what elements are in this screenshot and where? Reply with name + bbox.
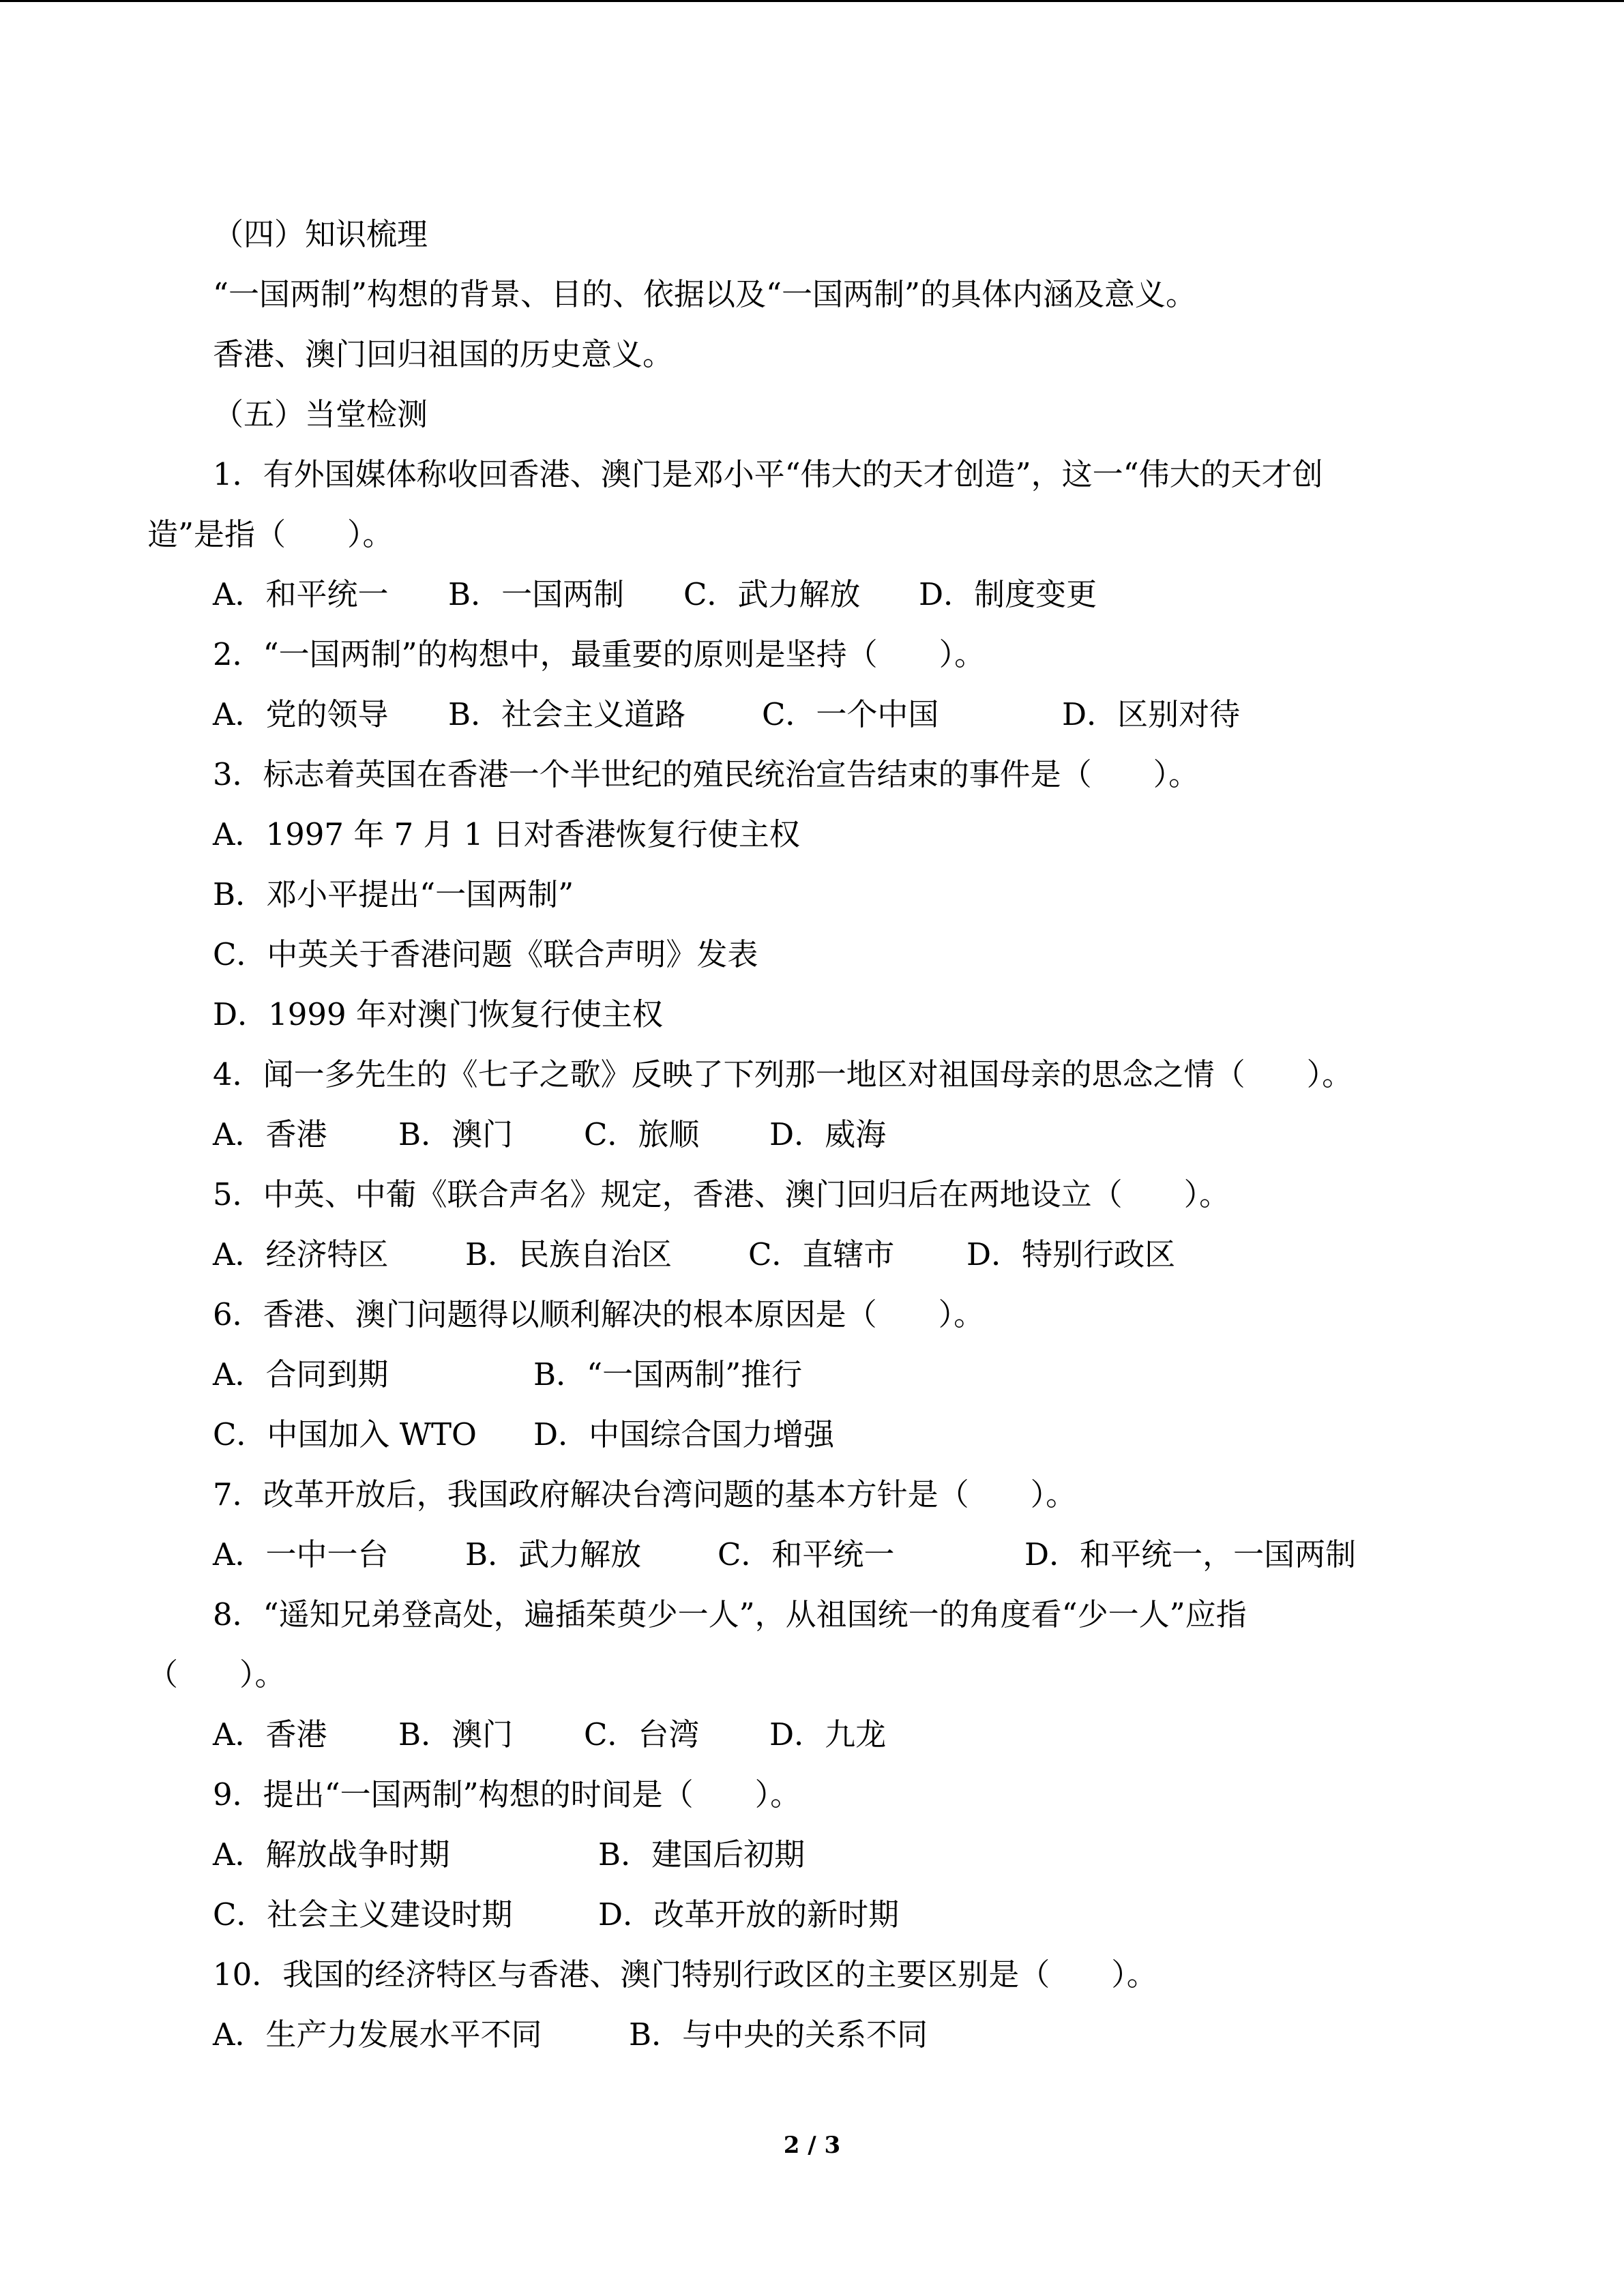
document-body [147, 205, 1477, 2065]
option-row [147, 925, 1477, 985]
answer-option: A．和平统一 [213, 576, 389, 612]
option-row [147, 1885, 1477, 1945]
answer-option: D．1999 年对澳门恢复行使主权 [213, 996, 663, 1032]
option-row [147, 1105, 1477, 1165]
answer-option: A．经济特区 [213, 1236, 389, 1272]
option-row [147, 685, 1477, 745]
section-title-check: （五）当堂检测 [213, 396, 428, 432]
question-stem: 2．“一国两制”的构想中，最重要的原则是坚持（ ）。 [213, 636, 986, 672]
question-stem: 5．中英、中葡《联合声名》规定，香港、澳门回归后在两地设立（ ）。 [213, 1176, 1230, 1212]
answer-option: A．党的领导 [213, 696, 389, 732]
option-row [147, 1225, 1477, 1285]
option-row [147, 565, 1477, 625]
knowledge-line: 香港、澳门回归祖国的历史意义。 [213, 336, 674, 372]
question-stem: 4．闻一多先生的《七子之歌》反映了下列那一地区对祖国母亲的思念之情（ ）。 [213, 1056, 1353, 1092]
answer-option: A．生产力发展水平不同 [213, 2016, 542, 2053]
answer-option: B．“一国两制”推行 [533, 1356, 803, 1392]
option-row [147, 1345, 1477, 1405]
answer-option: A．香港 [213, 1116, 327, 1152]
question-stem-continued: 造”是指（ ）。 [147, 516, 394, 552]
answer-option: B．一国两制 [448, 576, 625, 612]
answer-option: A．1997 年 7 月 1 日对香港恢复行使主权 [213, 816, 800, 852]
question-stem: 6．香港、澳门问题得以顺利解决的根本原因是（ ）。 [213, 1296, 985, 1332]
answer-option: C．和平统一 [718, 1536, 895, 1572]
option-row [147, 1525, 1477, 1585]
answer-option: D．特别行政区 [966, 1236, 1176, 1272]
option-row [147, 1705, 1477, 1765]
question-stem: 10．我国的经济特区与香港、澳门特别行政区的主要区别是（ ）。 [213, 1956, 1157, 1993]
answer-option: C．武力解放 [683, 576, 861, 612]
answer-option: D．威海 [769, 1116, 887, 1152]
answer-option: C．中国加入 WTO [213, 1416, 477, 1452]
answer-option: B．民族自治区 [465, 1236, 673, 1272]
answer-option: B．澳门 [398, 1716, 514, 1753]
knowledge-line: “一国两制”构想的背景、目的、依据以及“一国两制”的具体内涵及意义。 [213, 276, 1197, 312]
section-title-knowledge: （四）知识梳理 [213, 216, 428, 252]
answer-option: B．武力解放 [465, 1536, 642, 1572]
question-stem: 9．提出“一国两制”构想的时间是（ ）。 [213, 1776, 801, 1813]
option-row [147, 985, 1477, 1045]
answer-option: B．建国后初期 [598, 1836, 806, 1873]
answer-option: D．九龙 [769, 1716, 887, 1753]
option-row [147, 805, 1477, 865]
answer-option: B．澳门 [398, 1116, 514, 1152]
answer-option: A．香港 [213, 1716, 327, 1753]
answer-option: A．合同到期 [213, 1356, 389, 1392]
answer-option: B．社会主义道路 [448, 696, 686, 732]
answer-option: C．旅顺 [584, 1116, 700, 1152]
answer-option: C．中英关于香港问题《联合声明》发表 [213, 936, 758, 972]
answer-option: C．台湾 [584, 1716, 700, 1753]
answer-option: D．区别对待 [1062, 696, 1241, 732]
question-stem: 8．“遥知兄弟登高处，遍插茱萸少一人”，从祖国统一的角度看“少一人”应指 [213, 1596, 1247, 1632]
answer-option: D．中国综合国力增强 [533, 1416, 835, 1452]
answer-option: B．邓小平提出“一国两制” [213, 876, 574, 912]
question-stem: 3．标志着英国在香港一个半世纪的殖民统治宣告结束的事件是（ ）。 [213, 756, 1200, 792]
question-stem: 1．有外国媒体称收回香港、澳门是邓小平“伟大的天才创造”，这一“伟大的天才创 [213, 456, 1323, 492]
page-number: 2 / 3 [783, 2132, 841, 2159]
answer-option: D．改革开放的新时期 [598, 1896, 900, 1933]
option-row [147, 865, 1477, 925]
option-row [147, 1405, 1477, 1465]
answer-option: C．一个中国 [762, 696, 939, 732]
answer-option: D．和平统一，一国两制 [1024, 1536, 1357, 1572]
option-row [147, 2005, 1477, 2065]
answer-option: D．制度变更 [919, 576, 1097, 612]
option-row [147, 1825, 1477, 1885]
answer-option: A．解放战争时期 [213, 1836, 450, 1873]
top-border-line [0, 0, 1624, 2]
answer-option: A．一中一台 [213, 1536, 389, 1572]
answer-option: C．社会主义建设时期 [213, 1896, 513, 1933]
question-stem-continued: （ ）。 [147, 1656, 286, 1693]
question-list [147, 445, 1477, 2065]
answer-option: B．与中央的关系不同 [629, 2016, 928, 2053]
answer-option: C．直辖市 [748, 1236, 895, 1272]
question-stem: 7．改革开放后，我国政府解决台湾问题的基本方针是（ ）。 [213, 1476, 1077, 1512]
